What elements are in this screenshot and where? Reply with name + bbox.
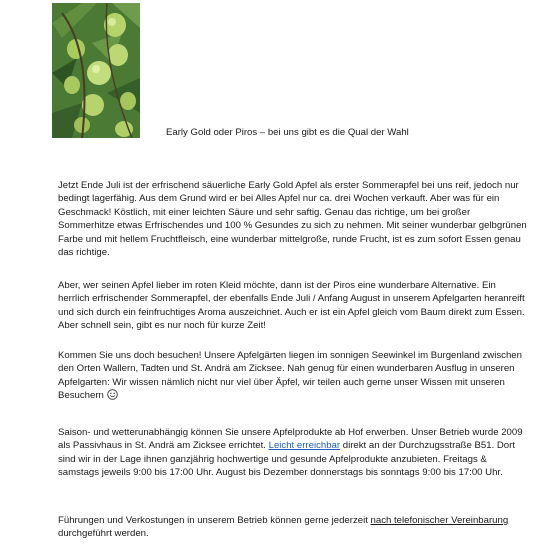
paragraph-tours-text-2: durchgeführt werden. (58, 528, 149, 540)
photo-caption: Early Gold oder Piros – bei uns gibt es die Qual der Wahl (166, 127, 409, 138)
paragraph-shop-text-1: Saison- und wetterunabhängig können Sie unsere Apfelprodukte ab Hof erwerben. Unser Betrieb wurde 2009 als Passivhaus in St. Andrä am Zicksee errichtet. (58, 427, 523, 452)
apple-tree-photo-icon (52, 3, 140, 138)
paragraph-visit (58, 349, 528, 403)
paragraph-tours-text-1: Führungen und Verkostungen in unserem Betrieb können gerne jederzeit (58, 515, 371, 526)
smiley-icon (107, 389, 118, 400)
paragraph-shop (58, 426, 528, 480)
paragraph-tours (58, 514, 528, 541)
easy-reach-link[interactable]: Leicht erreichbar (268, 440, 341, 452)
paragraph-early-gold: Jetzt Ende Juli ist der erfrischend säuerliche Early Gold Apfel als erster Sommerapfel bei uns reif, jedoch nur bedingt lagerfähig. Aus dem Grund wird er bei Alles Apfel nur ca. drei Wochen verkauft. Aber was für ein Geschmack! Köstlich, mit einer leichten Säure und sehr saftig. Genau das richtige, um bei großer Sommerhitze etwas Erfrischendes und 100 % Gesundes zu sich zu nehmen. Mit seiner wunderbar gelbgrünen Farbe und mit hellem Fruchtfleisch, eine wunderbar mittelgroße, runde Frucht, ist es zum sofort Essen genau das richtige. (58, 180, 527, 259)
paragraph-shop-text-2: direkt an der Durchzugsstraße B51. Dort sind wir in der Lage ihnen ganzjährig hochwertige und gesunde Apfelprodukte anzubieten. Freitags & samstags jeweils 9:00 bis 17:00 Uhr. August bis Dezember donnerstags bis sonntags 9:00 bis 17:00 Uhr. (58, 440, 515, 479)
phone-appointment-link[interactable]: nach telefonischer Vereinbarung (370, 515, 509, 526)
paragraph-piros: Aber, wer seinen Apfel lieber im roten Kleid möchte, dann ist der Piros eine wunderbare Alternative. Ein herrlich erfrischender Sommerapfel, der ebenfalls Ende Juli / Anfang August in unserem Apfelgarten heranreift und sich durch ein feinfruchtiges Aroma auszeichnet. Auch er ist ein Apfel gleich vom Baum direkt zum Essen. Aber schnell sein, gibt es nur noch für kurze Zeit! (58, 280, 525, 332)
paragraph-visit-text: Kommen Sie uns doch besuchen! Unsere Apfelgärten liegen im sonnigen Seewinkel im Burgenland zwischen den Orten Wallern, Tadten und St. Andrä am Zicksee. Nah genug für einen wunderbaren Ausflug in unseren Apfelgarten: Wir wissen nämlich nicht nur viel über Äpfel, wir teilen auch gerne unser Wissen mit unseren Besuchern (58, 350, 522, 402)
